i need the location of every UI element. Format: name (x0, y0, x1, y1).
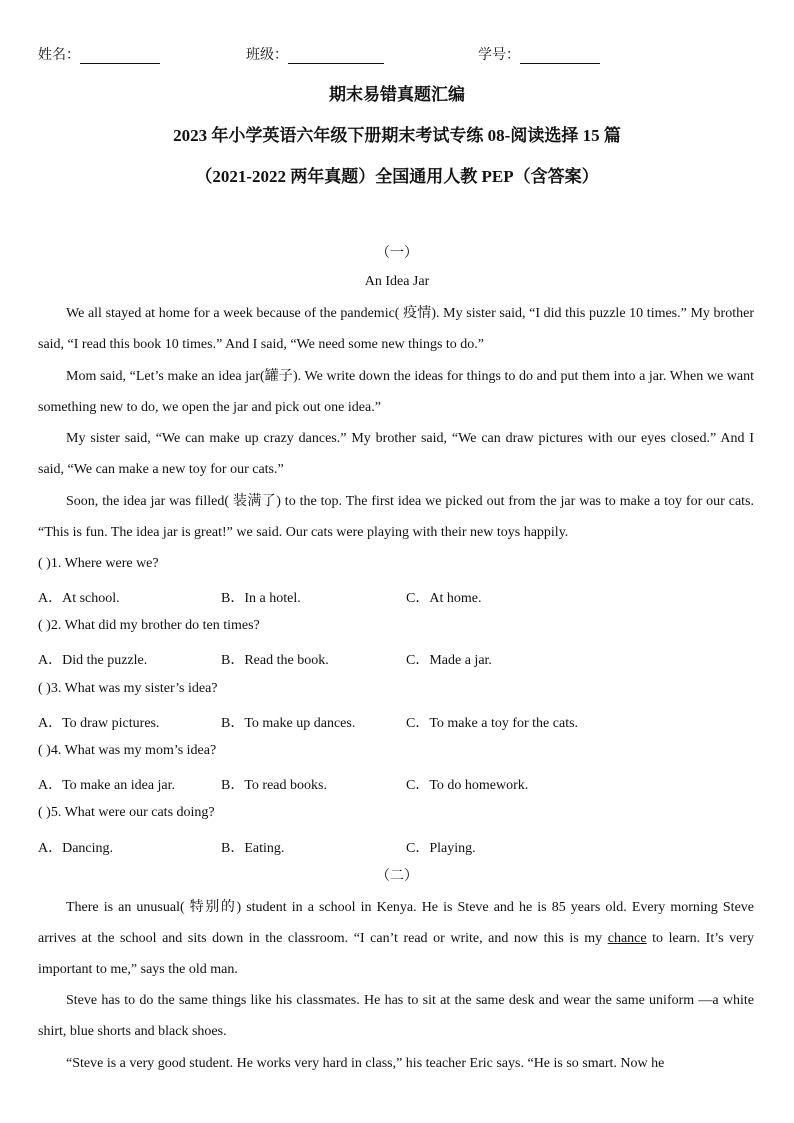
q4-option-c[interactable]: C．To do homework. (406, 778, 529, 793)
q5-option-c[interactable]: C．Playing. (406, 841, 476, 856)
name-label: 姓名： (38, 47, 80, 63)
question-1-options (38, 587, 754, 607)
passage1-paragraph-2: Mom said, “Let’s make an idea jar(罐子). We write down the ideas for things to do and put them into a jar. When we want something new to do, we open the jar and pick out one idea.” (38, 369, 754, 415)
passage1-title: An Idea Jar (364, 274, 430, 289)
q4-option-b[interactable]: B．To read books. (221, 778, 327, 793)
class-blank[interactable] (288, 49, 384, 64)
id-field (478, 44, 600, 64)
id-label: 学号： (478, 47, 520, 63)
name-blank[interactable] (80, 49, 160, 64)
passage1-paragraph-4: Soon, the idea jar was filled( 装满了) to the top. The first idea we picked out from the jar was to make a toy for our cats. “This is fun. The idea jar is great!” we said. Our cats were playing with their new toys happily. (38, 494, 754, 540)
q3-option-a[interactable]: A．To draw pictures. (38, 716, 160, 731)
q1-option-a[interactable]: A．At school. (38, 591, 120, 606)
class-label: 班级： (246, 47, 288, 63)
q1-option-c[interactable]: C．At home. (406, 591, 482, 606)
q1-option-b[interactable]: B．In a hotel. (221, 591, 301, 606)
question-5-options (38, 837, 754, 857)
passage1-paragraph-1: We all stayed at home for a week because of the pandemic( 疫情). My sister said, “I did this puzzle 10 times.” My brother said, “I read this book 10 times.” And I said, “We need some new things to do.” (38, 306, 754, 352)
question-4: ( )4. What was my mom’s idea? (38, 743, 217, 758)
q2-option-a[interactable]: A．Did the puzzle. (38, 653, 148, 668)
question-3-options (38, 712, 754, 732)
q5-option-a[interactable]: A．Dancing. (38, 841, 114, 856)
underlined-word: chance (607, 931, 647, 946)
q3-option-c[interactable]: C．To make a toy for the cats. (406, 716, 579, 731)
question-2-options (38, 649, 754, 669)
title-line-2: 2023 年小学英语六年级下册期末考试专练 08-阅读选择 15 篇 (173, 126, 621, 145)
id-blank[interactable] (520, 49, 600, 64)
question-1: ( )1. Where were we? (38, 556, 159, 571)
question-5: ( )5. What were our cats doing? (38, 805, 215, 820)
class-field (246, 44, 384, 64)
p1-text-before: There is an unusual( 特别的) student in a school in Kenya. He is Steve and he is 85 years old. Every morning Steve arrives at the school and sits down in the classroom. “I can’t read or write, and now this is my (38, 900, 754, 946)
passage2-paragraph-1 (38, 892, 754, 985)
q3-option-b[interactable]: B．To make up dances. (221, 716, 356, 731)
p1-text-after: to learn. It’s very important to me,” says the old man. (38, 931, 754, 977)
passage2-number: （二） (376, 869, 418, 884)
passage2-paragraph-3: “Steve is a very good student. He works very hard in class,” his teacher Eric says. “He is so smart. Now he (66, 1056, 665, 1071)
question-4-options (38, 774, 754, 794)
q4-option-a[interactable]: A．To make an idea jar. (38, 778, 176, 793)
question-3: ( )3. What was my sister’s idea? (38, 681, 218, 696)
passage2-paragraph-2: Steve has to do the same things like his classmates. He has to sit at the same desk and wear the same uniform —a white shirt, blue shorts and black shoes. (38, 993, 754, 1039)
passage1-paragraph-3: My sister said, “We can make up crazy dances.” My brother said, “We can draw pictures with our eyes closed.” And I said, “We can make a new toy for our cats.” (38, 431, 754, 477)
q2-option-b[interactable]: B．Read the book. (221, 653, 329, 668)
q5-option-b[interactable]: B．Eating. (221, 841, 285, 856)
name-field (38, 44, 160, 64)
q2-option-c[interactable]: C．Made a jar. (406, 653, 492, 668)
passage1-number: （一） (376, 246, 418, 261)
question-2: ( )2. What did my brother do ten times? (38, 618, 260, 633)
title-line-1: 期末易错真题汇编 (329, 85, 465, 104)
title-line-3: （2021-2022 两年真题）全国通用人教 PEP（含答案） (195, 167, 599, 186)
